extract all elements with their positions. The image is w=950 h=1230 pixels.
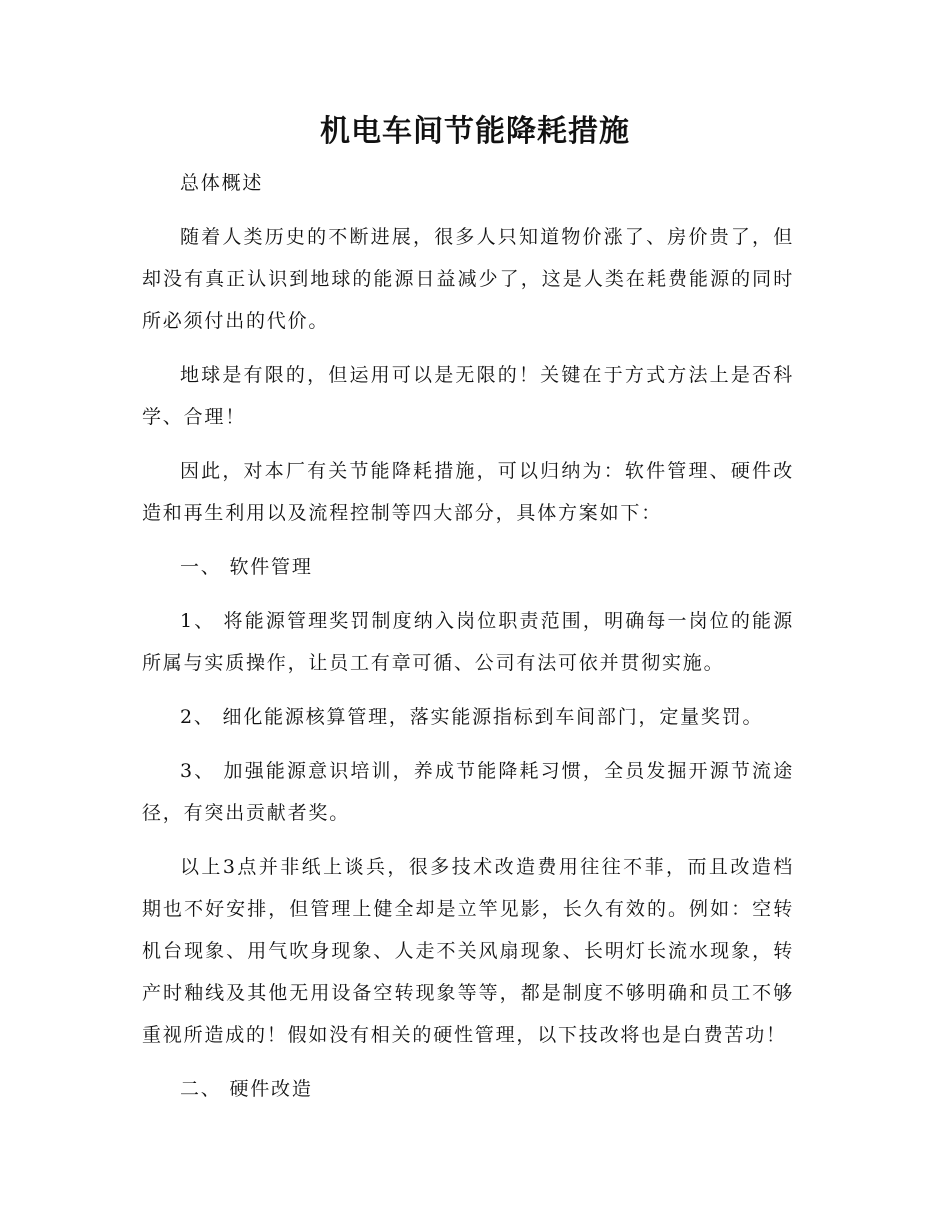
list-item-2: 2、 细化能源核算管理，落实能源指标到车间部门，定量奖罚。 [180, 706, 764, 728]
paragraph-overview-heading: 总体概述 [180, 172, 264, 194]
section-heading-software: 一、 软件管理 [180, 556, 313, 578]
list-item-3: 3、 加强能源意识培训，养成节能降耗习惯，全员发掘开源节流途径，有突出贡献者奖。 [142, 760, 794, 824]
section-heading-hardware: 二、 硬件改造 [180, 1078, 313, 1100]
document-title: 机电车间节能降耗措施 [320, 114, 630, 149]
paragraph-summary: 因此，对本厂有关节能降耗措施，可以归纳为：软件管理、硬件改造和再生利用以及流程控制等四大部分，具体方案如下： [142, 460, 794, 524]
paragraph-intro: 随着人类历史的不断进展，很多人只知道物价涨了、房价贵了，但却没有真正认识到地球的能源日益减少了，这是人类在耗费能源的同时所必须付出的代价。 [142, 226, 794, 332]
list-item-1: 1、 将能源管理奖罚制度纳入岗位职责范围，明确每一岗位的能源所属与实质操作，让员工有章可循、公司有法可依并贯彻实施。 [142, 610, 794, 674]
paragraph-earth-limited: 地球是有限的，但运用可以是无限的！关键在于方式方法上是否科学、合理！ [142, 364, 794, 428]
paragraph-management-note: 以上3点并非纸上谈兵，很多技术改造费用往往不菲，而且改造档期也不好安排，但管理上健全却是立竿见影，长久有效的。例如：空转机台现象、用气吹身现象、人走不关风扇现象、长明灯长流水现象，转产时釉线及其他无用设备空转现象等等，都是制度不够明确和员工不够重视所造成的！假如没有相关的硬性管理，以下技改将也是白费苦功！ [142, 856, 794, 1046]
document-body [142, 162, 794, 1122]
